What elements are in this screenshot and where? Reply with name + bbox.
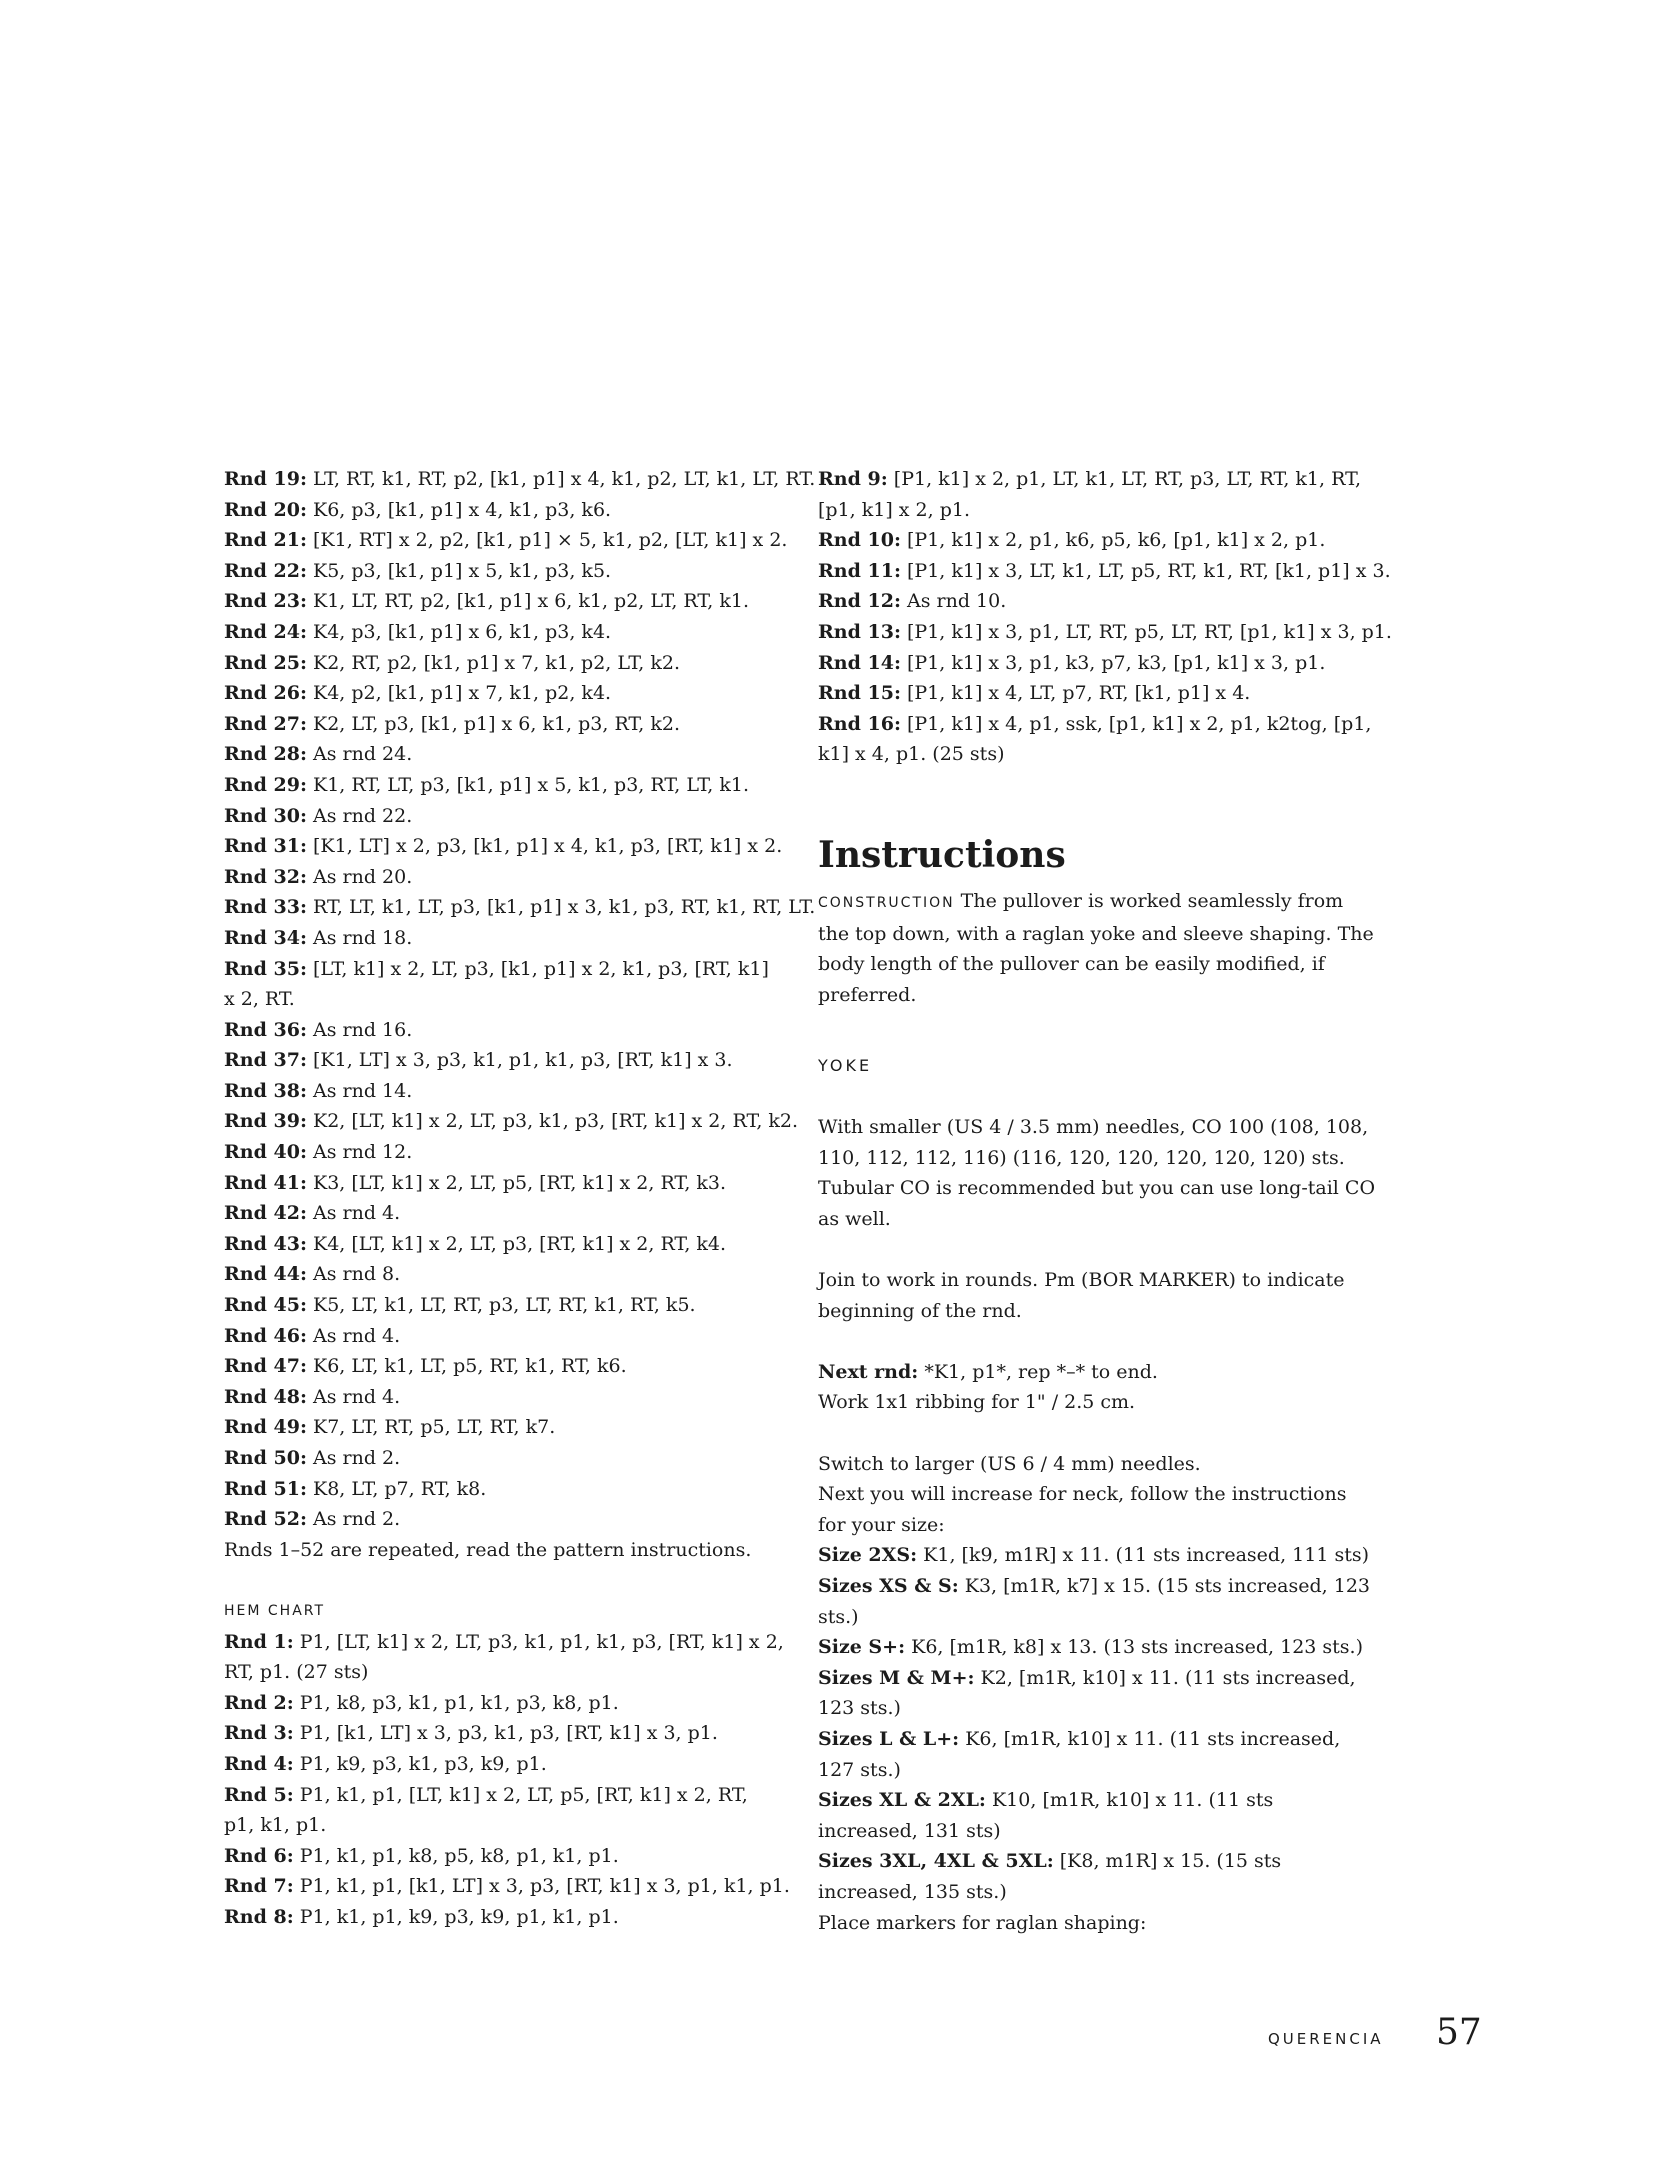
size-row: Sizes L & L+: K6, [m1R, k10] x 11. (11 sts increased, 127 sts.) <box>818 1727 1341 1781</box>
pattern-row: Rnd 14: [P1, k1] x 3, p1, k3, p7, k3, [p1, k1] x 3, p1. <box>818 651 1326 674</box>
hem-rows-continued <box>818 464 1392 770</box>
pattern-row: Rnd 13: [P1, k1] x 3, p1, LT, RT, p5, LT, RT, [p1, k1] x 3, p1. <box>818 620 1392 643</box>
pattern-row: Rnd 26: K4, p2, [k1, p1] x 7, k1, p2, k4. <box>224 682 612 705</box>
next-rnd-line: Next rnd: *K1, p1*, rep *–* to end. <box>818 1360 1158 1383</box>
pattern-row: Rnd 34: As rnd 18. <box>224 926 413 949</box>
ribbing-line: Work 1x1 ribbing for 1" / 2.5 cm. <box>818 1391 1136 1414</box>
pattern-row: Rnd 45: K5, LT, k1, LT, RT, p3, LT, RT, k1, RT, k5. <box>224 1294 696 1317</box>
pattern-row: Rnd 22: K5, p3, [k1, p1] x 5, k1, p3, k5. <box>224 559 612 582</box>
pattern-row: Rnd 39: K2, [LT, k1] x 2, LT, p3, k1, p3, [RT, k1] x 2, RT, k2. <box>224 1110 799 1133</box>
size-instructions-list <box>818 1540 1378 1907</box>
pattern-row: Rnd 41: K3, [LT, k1] x 2, LT, p5, [RT, k1] x 2, RT, k3. <box>224 1171 727 1194</box>
chart-rows-list <box>224 464 816 1535</box>
pattern-row: Rnd 21: [K1, RT] x 2, p2, [k1, p1] × 5, k1, p2, [LT, k1] x 2. <box>224 529 788 552</box>
pattern-row: Rnd 44: As rnd 8. <box>224 1263 401 1286</box>
pattern-row: Rnd 31: [K1, LT] x 2, p3, [k1, p1] x 4, k1, p3, [RT, k1] x 2. <box>224 835 783 858</box>
pattern-row: Rnd 20: K6, p3, [k1, p1] x 4, k1, p3, k6. <box>224 498 612 521</box>
pattern-row: Rnd 36: As rnd 16. <box>224 1018 413 1041</box>
pattern-row: Rnd 16: [P1, k1] x 4, p1, ssk, [p1, k1] x 2, p1, k2tog, [p1, k1] x 4, p1. (25 sts) <box>818 712 1372 766</box>
pattern-row: Rnd 50: As rnd 2. <box>224 1447 401 1469</box>
pattern-row: Rnd 49: K7, LT, RT, p5, LT, RT, k7. <box>224 1416 556 1439</box>
increase-intro: Next you will increase for neck, follow the instructions for your size: <box>818 1483 1347 1536</box>
join-paragraph: Join to work in rounds. Pm (BOR MARKER) to indicate beginning of the rnd. <box>818 1269 1345 1322</box>
pattern-row: Rnd 48: As rnd 4. <box>224 1385 401 1408</box>
pattern-row: Rnd 5: P1, k1, p1, [LT, k1] x 2, LT, p5, [RT, k1] x 2, RT, p1, k1, p1. <box>224 1783 748 1837</box>
pattern-row: Rnd 25: K2, RT, p2, [k1, p1] x 7, k1, p2, LT, k2. <box>224 651 681 674</box>
pattern-row: Rnd 42: As rnd 4. <box>224 1202 401 1225</box>
pattern-row: Rnd 38: As rnd 14. <box>224 1079 413 1102</box>
switch-needles-line: Switch to larger (US 6 / 4 mm) needles. <box>818 1452 1201 1475</box>
pattern-row: Rnd 10: [P1, k1] x 2, p1, k6, p5, k6, [p1, k1] x 2, p1. <box>818 529 1326 552</box>
size-row: Sizes XS & S: K3, [m1R, k7] x 15. (15 sts increased, 123 sts.) <box>818 1575 1371 1628</box>
pattern-row: Rnd 11: [P1, k1] x 3, LT, k1, LT, p5, RT, k1, RT, [k1, p1] x 3. <box>818 559 1391 582</box>
pattern-row: Rnd 32: As rnd 20. <box>224 865 413 888</box>
construction-label: CONSTRUCTION <box>818 894 955 911</box>
pattern-row: Rnd 35: [LT, k1] x 2, LT, p3, [k1, p1] x 2, k1, p3, [RT, k1] x 2, RT. <box>224 957 769 1011</box>
pattern-row: Rnd 24: K4, p3, [k1, p1] x 6, k1, p3, k4. <box>224 620 612 643</box>
pattern-row: Rnd 1: P1, [LT, k1] x 2, LT, p3, k1, p1, k1, p3, [RT, k1] x 2, RT, p1. (27 sts) <box>224 1630 784 1684</box>
pattern-row: Rnd 2: P1, k8, p3, k1, p1, k1, p3, k8, p1. <box>224 1691 619 1714</box>
pattern-row: Rnd 8: P1, k1, p1, k9, p3, k9, p1, k1, p1. <box>224 1905 619 1928</box>
construction-paragraph: CONSTRUCTION The pullover is worked seamlessly from the top down, with a raglan yoke and sleeve shaping. The body length of the pullover can be easily modified, if preferred. <box>818 889 1374 1006</box>
pattern-row: Rnd 33: RT, LT, k1, LT, p3, [k1, p1] x 3, k1, p3, RT, k1, RT, LT. <box>224 896 816 919</box>
pattern-row: Rnd 27: K2, LT, p3, [k1, p1] x 6, k1, p3, RT, k2. <box>224 712 681 735</box>
left-column <box>224 464 816 1933</box>
pattern-row: Rnd 52: As rnd 2. <box>224 1508 401 1531</box>
pattern-row: Rnd 47: K6, LT, k1, LT, p5, RT, k1, RT, k6. <box>224 1355 627 1378</box>
hem-rows-list <box>224 1627 790 1933</box>
pattern-row: Rnd 6: P1, k1, p1, k8, p5, k8, p1, k1, p1. <box>224 1844 619 1867</box>
size-row: Sizes XL & 2XL: K10, [m1R, k10] x 11. (11 sts increased, 131 sts) <box>818 1789 1274 1842</box>
page-number: 57 <box>1436 2012 1482 2053</box>
pattern-row: Rnd 9: [P1, k1] x 2, p1, LT, k1, LT, RT, p3, LT, RT, k1, RT, [p1, k1] x 2, p1. <box>818 468 1361 521</box>
pattern-row: Rnd 12: As rnd 10. <box>818 590 1007 613</box>
size-row: Sizes M & M+: K2, [m1R, k10] x 11. (11 sts increased, 123 sts.) <box>818 1666 1356 1720</box>
repeat-note: Rnds 1–52 are repeated, read the pattern instructions. <box>224 1538 752 1561</box>
markers-line: Place markers for raglan shaping: <box>818 1911 1147 1934</box>
pattern-row: Rnd 37: [K1, LT] x 3, p3, k1, p1, k1, p3, [RT, k1] x 3. <box>224 1049 733 1072</box>
pattern-row: Rnd 46: As rnd 4. <box>224 1324 401 1347</box>
pattern-row: Rnd 3: P1, [k1, LT] x 3, p3, k1, p3, [RT, k1] x 3, p1. <box>224 1722 718 1745</box>
pattern-row: Rnd 40: As rnd 12. <box>224 1141 413 1164</box>
pattern-row: Rnd 7: P1, k1, p1, [k1, LT] x 3, p3, [RT, k1] x 3, p1, k1, p1. <box>224 1875 790 1898</box>
pattern-row: Rnd 28: As rnd 24. <box>224 743 413 766</box>
hem-chart-heading: HEM CHART <box>224 1602 326 1619</box>
yoke-heading: YOKE <box>818 1055 873 1075</box>
pattern-row: Rnd 4: P1, k9, p3, k1, p3, k9, p1. <box>224 1752 547 1775</box>
size-row: Size S+: K6, [m1R, k8] x 13. (13 sts increased, 123 sts.) <box>818 1636 1364 1659</box>
size-row: Sizes 3XL, 4XL & 5XL: [K8, m1R] x 15. (15 sts increased, 135 sts.) <box>818 1850 1282 1903</box>
pattern-row: Rnd 43: K4, [LT, k1] x 2, LT, p3, [RT, k1] x 2, RT, k4. <box>224 1232 727 1255</box>
instructions-heading: Instructions <box>818 833 1066 876</box>
yoke-paragraph: With smaller (US 4 / 3.5 mm) needles, CO 100 (108, 108, 110, 112, 112, 116) (116, 120, 120, 120, 120, 120) sts. Tubular CO is recommended but you can use long-tail CO as well. <box>818 1116 1376 1230</box>
size-row: Size 2XS: K1, [k9, m1R] x 11. (11 sts increased, 111 sts) <box>818 1544 1370 1567</box>
right-column <box>818 464 1392 1938</box>
pattern-row: Rnd 15: [P1, k1] x 4, LT, p7, RT, [k1, p1] x 4. <box>818 682 1251 705</box>
pattern-row: Rnd 30: As rnd 22. <box>224 804 413 827</box>
footer-brand: QUERENCIA <box>1268 2030 1384 2048</box>
pattern-row: Rnd 29: K1, RT, LT, p3, [k1, p1] x 5, k1, p3, RT, LT, k1. <box>224 773 749 796</box>
pattern-row: Rnd 23: K1, LT, RT, p2, [k1, p1] x 6, k1, p2, LT, RT, k1. <box>224 590 749 613</box>
pattern-row: Rnd 51: K8, LT, p7, RT, k8. <box>224 1477 487 1500</box>
pattern-row: Rnd 19: LT, RT, k1, RT, p2, [k1, p1] x 4, k1, p2, LT, k1, LT, RT. <box>224 468 816 490</box>
